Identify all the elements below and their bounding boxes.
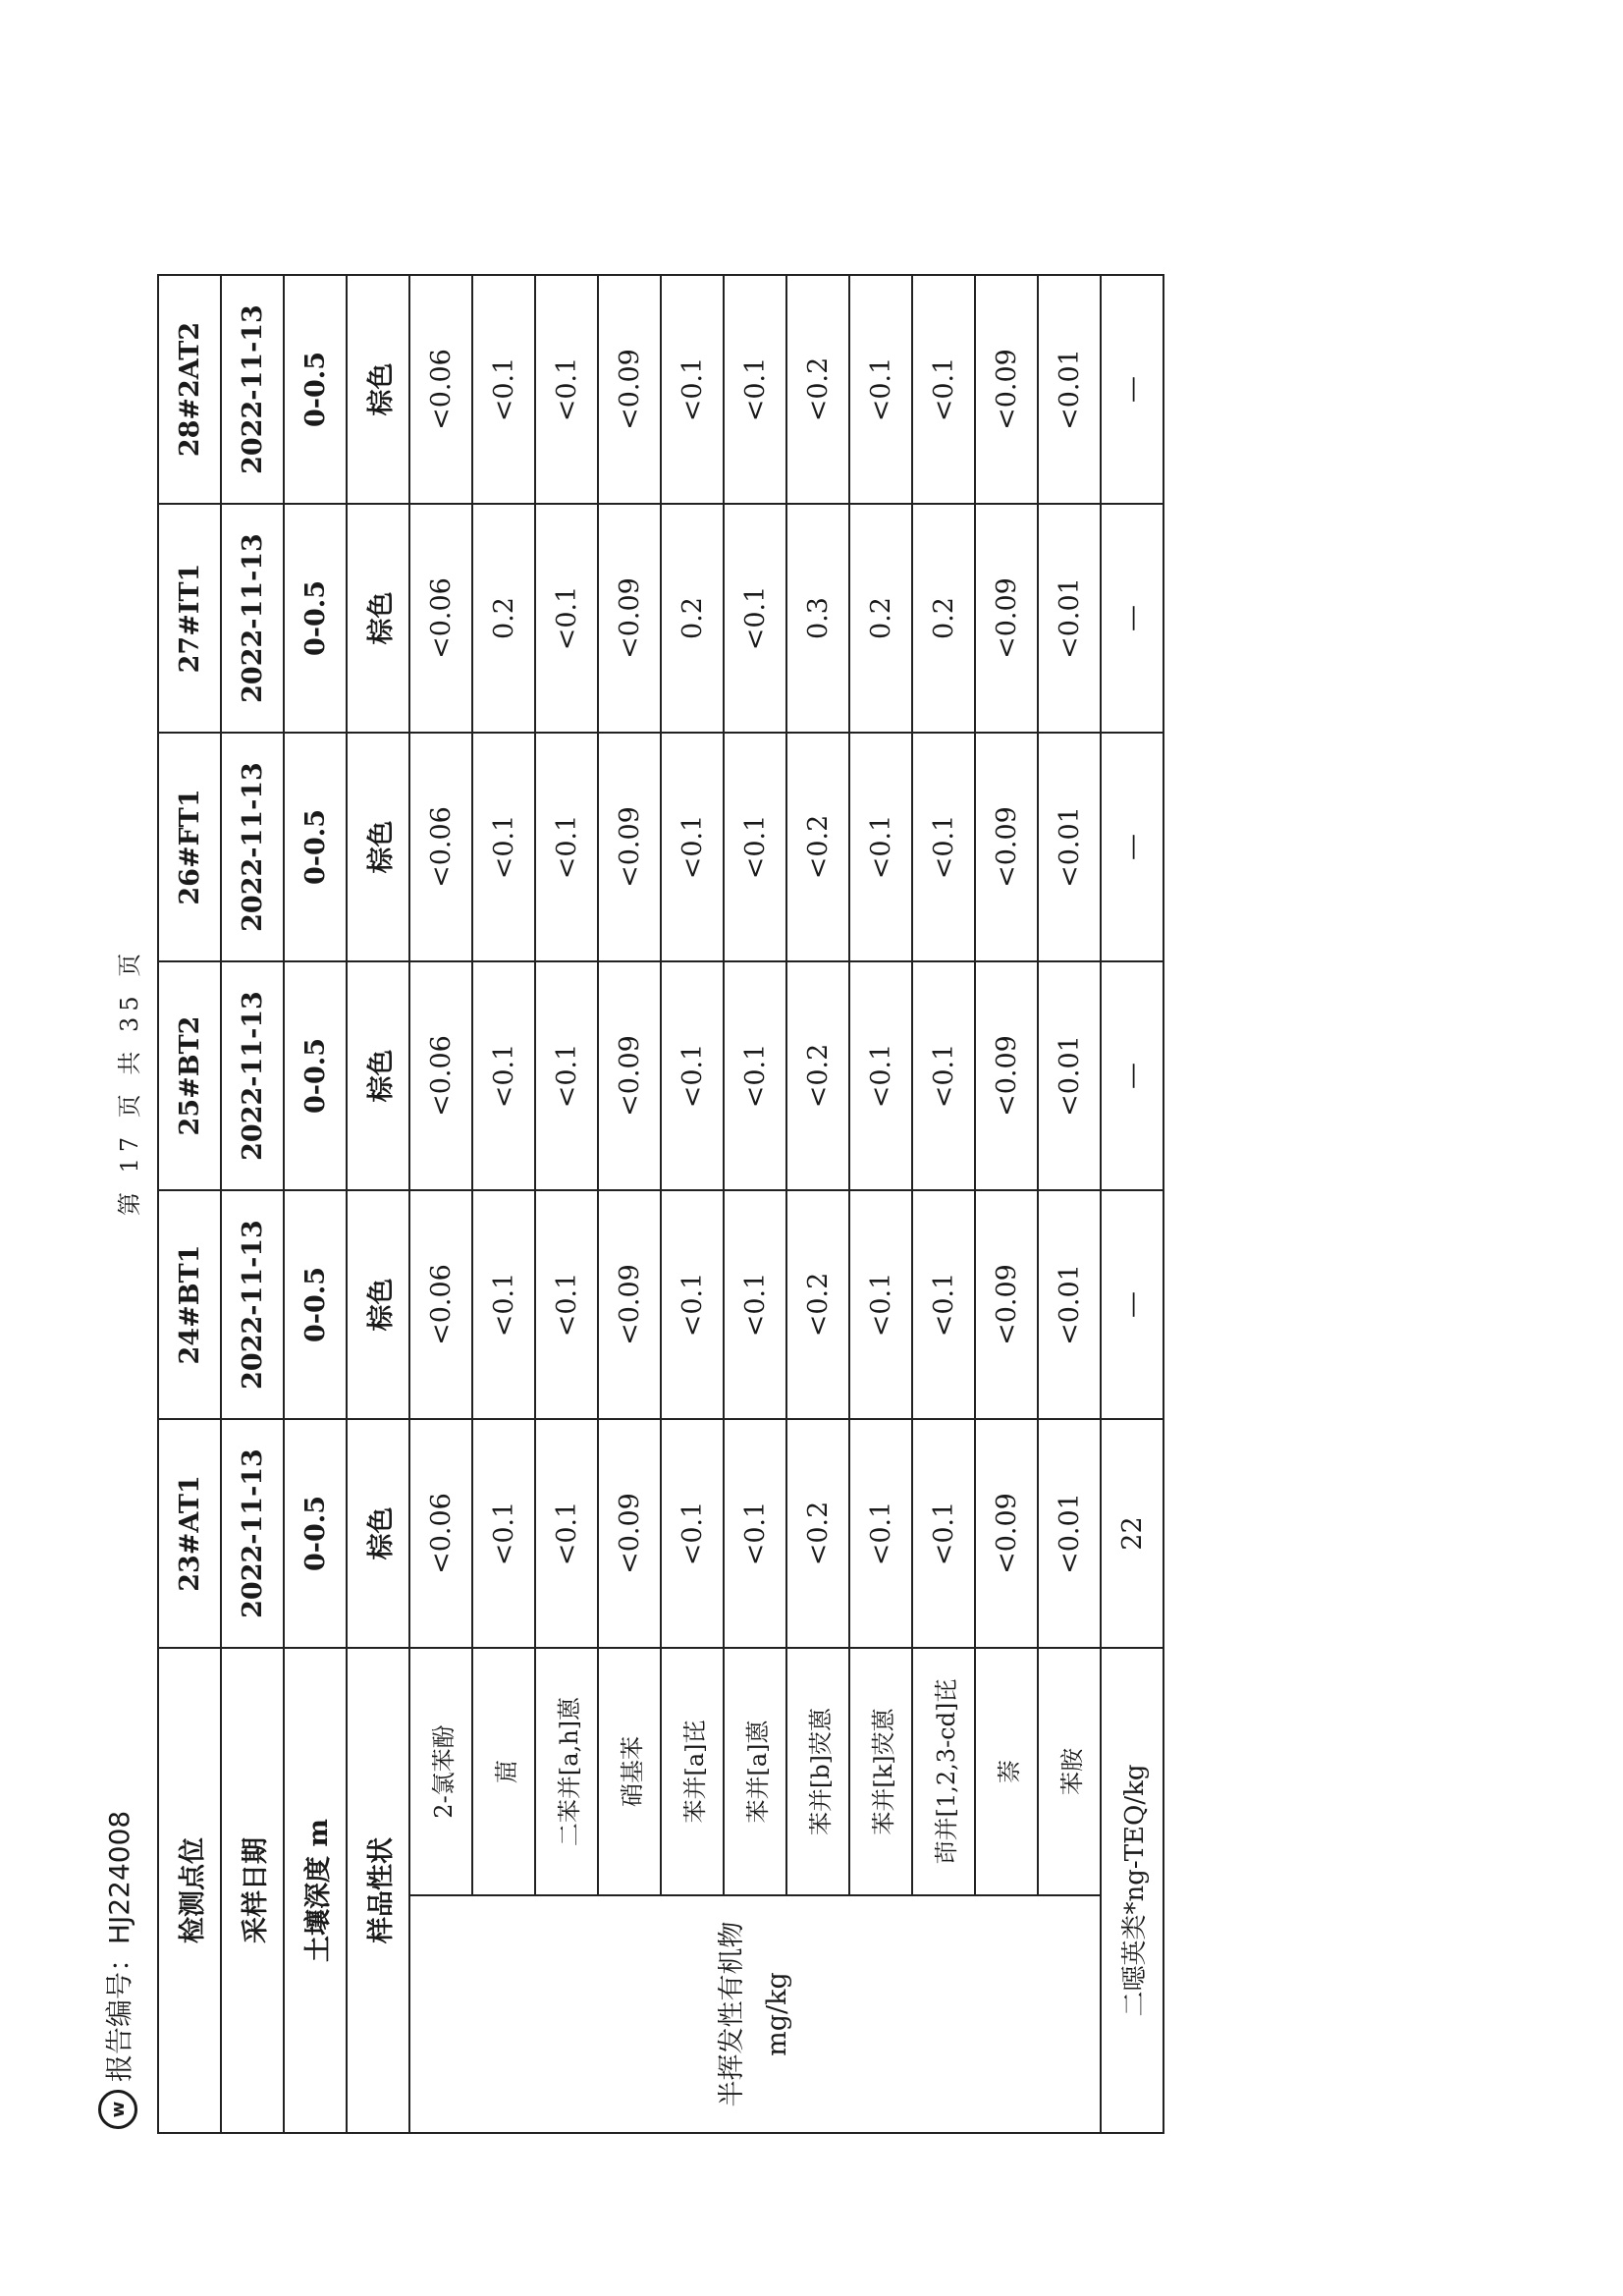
result-cell: <0.1 <box>912 1419 975 1648</box>
header-cell: 0-0.5 <box>284 733 347 961</box>
table-row <box>786 275 849 2133</box>
result-cell: <0.1 <box>661 275 724 504</box>
result-cell: <0.06 <box>409 504 472 733</box>
analyte-name: 硝基苯 <box>598 1648 661 1895</box>
result-cell: <0.09 <box>598 1190 661 1419</box>
result-cell: <0.1 <box>724 1419 786 1648</box>
header-cell: 0-0.5 <box>284 1190 347 1419</box>
result-cell: <0.09 <box>598 275 661 504</box>
result-cell: — <box>1101 733 1163 961</box>
result-cell: <0.06 <box>409 275 472 504</box>
analyte-name: 苯并[k]荧蒽 <box>849 1648 912 1895</box>
page-number: 第 17 页 共 35 页 <box>116 947 143 1216</box>
result-cell: <0.06 <box>409 1190 472 1419</box>
result-cell: <0.1 <box>472 275 535 504</box>
result-cell: <0.1 <box>472 733 535 961</box>
result-cell: <0.1 <box>535 504 598 733</box>
dioxin-label: 二噁英类*ng-TEQ/kg <box>1101 1648 1163 2133</box>
result-cell: <0.01 <box>1038 733 1101 961</box>
result-cell: <0.1 <box>472 1190 535 1419</box>
header-cell: 棕色 <box>347 1190 409 1419</box>
analyte-name: 二苯并[a,h]蒽 <box>535 1648 598 1895</box>
result-cell: <0.01 <box>1038 961 1101 1190</box>
result-cell: <0.1 <box>849 1190 912 1419</box>
analyte-name: 苯并[a]蒽 <box>724 1648 786 1895</box>
results-table <box>157 274 1164 2134</box>
table-row <box>472 275 535 2133</box>
table-row <box>975 275 1038 2133</box>
result-cell: <0.1 <box>849 733 912 961</box>
header-row <box>221 275 284 2133</box>
result-cell: — <box>1101 1190 1163 1419</box>
result-cell: <0.09 <box>975 504 1038 733</box>
result-cell: <0.09 <box>598 961 661 1190</box>
result-cell: <0.09 <box>598 1419 661 1648</box>
result-cell: <0.2 <box>786 1419 849 1648</box>
header-cell: 27#IT1 <box>158 504 221 733</box>
result-cell: 0.3 <box>786 504 849 733</box>
result-cell: <0.1 <box>661 961 724 1190</box>
header-cell: 棕色 <box>347 961 409 1190</box>
header-cell: 0-0.5 <box>284 504 347 733</box>
header-row <box>284 275 347 2133</box>
result-cell: — <box>1101 275 1163 504</box>
result-cell: <0.1 <box>912 733 975 961</box>
result-cell: <0.1 <box>724 733 786 961</box>
dioxin-row <box>1101 275 1163 2133</box>
result-cell: <0.06 <box>409 961 472 1190</box>
analyte-name: 茚并[1,2,3-cd]芘 <box>912 1648 975 1895</box>
header-cell: 26#FT1 <box>158 733 221 961</box>
report-number: 报告编号：HJ224008 <box>103 1810 135 2082</box>
header-cell: 2022-11-13 <box>221 1190 284 1419</box>
result-cell: <0.1 <box>535 961 598 1190</box>
result-cell: <0.1 <box>472 961 535 1190</box>
result-cell: <0.1 <box>849 1419 912 1648</box>
header-cell: 棕色 <box>347 1419 409 1648</box>
result-cell: <0.1 <box>724 275 786 504</box>
result-cell: 0.2 <box>472 504 535 733</box>
analyte-name: 苯并[b]荧蒽 <box>786 1648 849 1895</box>
header-cell: 2022-11-13 <box>221 961 284 1190</box>
result-cell: 0.2 <box>849 504 912 733</box>
result-cell: <0.2 <box>786 275 849 504</box>
table-row <box>912 275 975 2133</box>
header-label: 土壤深度 m <box>284 1648 347 2133</box>
header-cell: 2022-11-13 <box>221 275 284 504</box>
header-cell: 24#BT1 <box>158 1190 221 1419</box>
table-row <box>849 275 912 2133</box>
result-cell: <0.1 <box>535 1419 598 1648</box>
result-cell: <0.01 <box>1038 504 1101 733</box>
header-label: 检测点位 <box>158 1648 221 2133</box>
result-cell: 0.2 <box>912 504 975 733</box>
header-cell: 28#2AT2 <box>158 275 221 504</box>
result-cell: 22 <box>1101 1419 1163 1648</box>
report-header <box>98 1811 137 2129</box>
result-cell: <0.06 <box>409 1419 472 1648</box>
company-logo-icon: w <box>98 2090 137 2129</box>
result-cell: <0.1 <box>724 504 786 733</box>
result-cell: <0.1 <box>661 733 724 961</box>
header-cell: 25#BT2 <box>158 961 221 1190</box>
table-row <box>1038 275 1101 2133</box>
result-cell: <0.1 <box>849 961 912 1190</box>
result-cell: <0.1 <box>724 1190 786 1419</box>
result-cell: <0.1 <box>912 275 975 504</box>
analyte-name: 2-氯苯酚 <box>409 1648 472 1895</box>
result-cell: <0.2 <box>786 1190 849 1419</box>
header-label: 采样日期 <box>221 1648 284 2133</box>
result-cell: <0.06 <box>409 733 472 961</box>
result-cell: <0.1 <box>535 1190 598 1419</box>
result-cell: <0.01 <box>1038 275 1101 504</box>
table-row <box>409 275 472 2133</box>
header-cell: 0-0.5 <box>284 275 347 504</box>
result-cell: <0.1 <box>535 275 598 504</box>
result-cell: <0.01 <box>1038 1419 1101 1648</box>
analyte-name: 萘 <box>975 1648 1038 1895</box>
header-row <box>347 275 409 2133</box>
header-cell: 0-0.5 <box>284 961 347 1190</box>
table-row <box>724 275 786 2133</box>
result-cell: <0.1 <box>661 1190 724 1419</box>
result-cell: <0.1 <box>661 1419 724 1648</box>
result-cell: <0.09 <box>975 1419 1038 1648</box>
result-cell: <0.09 <box>598 504 661 733</box>
result-cell: <0.09 <box>975 961 1038 1190</box>
header-cell: 棕色 <box>347 733 409 961</box>
header-cell: 0-0.5 <box>284 1419 347 1648</box>
result-cell: 0.2 <box>661 504 724 733</box>
header-cell: 2022-11-13 <box>221 1419 284 1648</box>
result-cell: <0.01 <box>1038 1190 1101 1419</box>
header-row <box>158 275 221 2133</box>
result-cell: <0.2 <box>786 733 849 961</box>
result-cell: <0.1 <box>912 961 975 1190</box>
header-cell: 2022-11-13 <box>221 504 284 733</box>
table-row <box>598 275 661 2133</box>
header-cell: 2022-11-13 <box>221 733 284 961</box>
result-cell: <0.09 <box>975 733 1038 961</box>
result-cell: — <box>1101 504 1163 733</box>
table-row <box>661 275 724 2133</box>
header-cell: 23#AT1 <box>158 1419 221 1648</box>
result-cell: <0.1 <box>849 275 912 504</box>
header-cell: 棕色 <box>347 275 409 504</box>
result-cell: <0.09 <box>975 1190 1038 1419</box>
table-row <box>535 275 598 2133</box>
result-cell: <0.1 <box>535 733 598 961</box>
result-cell: <0.1 <box>912 1190 975 1419</box>
result-cell: <0.2 <box>786 961 849 1190</box>
result-cell: <0.09 <box>975 275 1038 504</box>
header-label: 样品性状 <box>347 1648 409 2133</box>
analyte-name: 苯并[a]芘 <box>661 1648 724 1895</box>
result-cell: <0.1 <box>724 961 786 1190</box>
header-cell: 棕色 <box>347 504 409 733</box>
result-cell: <0.09 <box>598 733 661 961</box>
group-label: 半挥发性有机物 mg/kg <box>409 1895 1101 2133</box>
result-cell: — <box>1101 961 1163 1190</box>
result-cell: <0.1 <box>472 1419 535 1648</box>
analyte-name: 䓛 <box>472 1648 535 1895</box>
analyte-name: 苯胺 <box>1038 1648 1101 1895</box>
